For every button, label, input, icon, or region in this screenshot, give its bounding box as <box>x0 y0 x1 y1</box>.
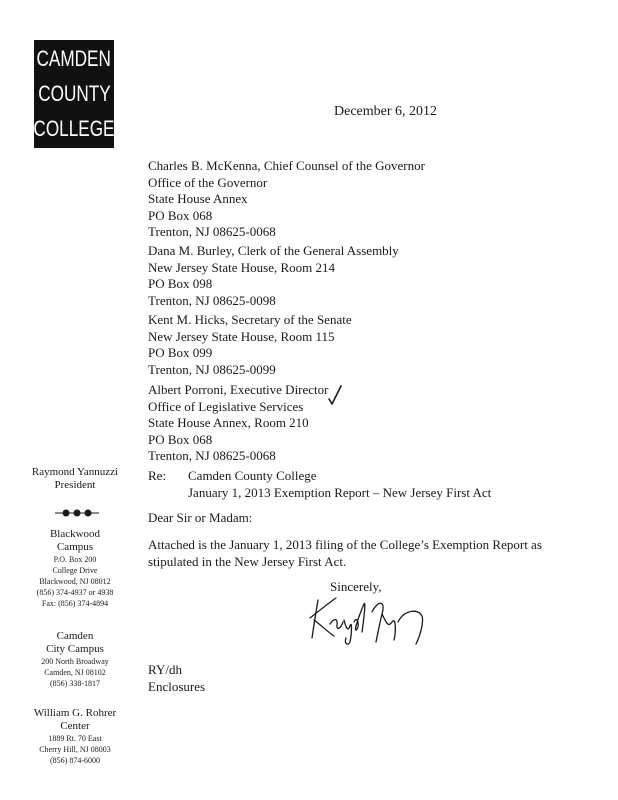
address-line: Trenton, NJ 08625-0099 <box>148 361 276 377</box>
sidebar-campus-camden <box>22 630 128 689</box>
checkmark-icon <box>328 385 342 405</box>
campus-detail: Fax: (856) 374-4894 <box>41 599 109 608</box>
subject-line: January 1, 2013 Exemption Report – New Jersey First Act <box>188 484 492 500</box>
closing: Sincerely, <box>330 579 382 594</box>
campus-name: Center <box>60 720 90 732</box>
signature-icon <box>300 592 435 647</box>
address-line: Trenton, NJ 08625-0098 <box>148 292 276 308</box>
address-line: Trenton, NJ 08625-0068 <box>148 448 276 463</box>
address-line: PO Box 098 <box>148 276 213 291</box>
address-line: State House Annex <box>148 191 248 206</box>
campus-detail: (856) 874-6000 <box>50 756 100 765</box>
campus-detail: 1889 Rt. 70 East <box>48 734 102 743</box>
sidebar-campus-blackwood <box>22 528 128 609</box>
divider-dots-icon <box>55 508 99 518</box>
campus-detail: Camden, NJ 08102 <box>44 668 106 677</box>
subject-text <box>188 468 491 501</box>
salutation: Dear Sir or Madam: <box>148 510 253 525</box>
logo-line: CAMDEN <box>36 46 112 72</box>
recipient-address <box>148 312 352 378</box>
campus-detail: (856) 338-1817 <box>50 679 100 688</box>
campus-detail: Blackwood, NJ 08012 <box>39 577 111 586</box>
address-line: State House Annex, Room 210 <box>148 415 309 430</box>
president-title: President <box>54 479 96 491</box>
campus-name: William G. Rohrer <box>33 707 117 719</box>
campus-name: Camden <box>56 630 94 642</box>
body-paragraph <box>148 537 542 570</box>
college-logo <box>34 40 114 148</box>
address-line: New Jersey State House, Room 115 <box>148 328 335 344</box>
address-line: Office of Legislative Services <box>148 398 304 414</box>
address-line: Kent M. Hicks, Secretary of the Senate <box>148 312 352 327</box>
address-line: Albert Porroni, Executive Director <box>148 382 329 397</box>
campus-name: Campus <box>56 541 94 553</box>
campus-detail: College Drive <box>52 566 98 575</box>
sidebar-president <box>22 466 128 492</box>
campus-detail: (856) 374-4937 or 4938 <box>36 588 114 597</box>
campus-detail: Cherry Hill, NJ 08003 <box>39 745 111 754</box>
recipient-address <box>148 158 425 241</box>
address-line: PO Box 099 <box>148 345 213 360</box>
sidebar-campus-rohrer <box>22 707 128 766</box>
campus-detail: P.O. Box 200 <box>53 555 97 564</box>
recipient-address <box>148 243 399 309</box>
address-line: PO Box 068 <box>148 207 213 223</box>
address-line: Office of the Governor <box>148 174 268 190</box>
recipient-address <box>148 382 329 465</box>
logo-line: COLLEGE <box>33 115 115 141</box>
campus-name: Blackwood <box>49 528 101 540</box>
enclosures-note: Enclosures <box>148 679 206 694</box>
subject-line: Camden County College <box>188 468 317 483</box>
address-line: Trenton, NJ 08625-0068 <box>148 224 276 239</box>
president-name: Raymond Yannuzzi <box>31 466 119 478</box>
address-line: Charles B. McKenna, Chief Counsel of the Governor <box>148 158 425 173</box>
address-line: PO Box 068 <box>148 431 213 447</box>
address-line: Dana M. Burley, Clerk of the General Assembly <box>148 243 399 258</box>
logo-line: COUNTY <box>37 80 111 106</box>
body-line: Attached is the January 1, 2013 filing of the College’s Exemption Report as <box>148 537 542 552</box>
campus-detail: 200 North Broadway <box>41 657 109 666</box>
letter-date: December 6, 2012 <box>334 104 438 119</box>
campus-name: City Campus <box>46 643 104 655</box>
subject-label: Re: <box>148 468 167 483</box>
address-line: New Jersey State House, Room 214 <box>148 259 336 275</box>
body-line: stipulated in the New Jersey First Act. <box>148 553 347 569</box>
typist-initials: RY/dh <box>148 662 182 677</box>
